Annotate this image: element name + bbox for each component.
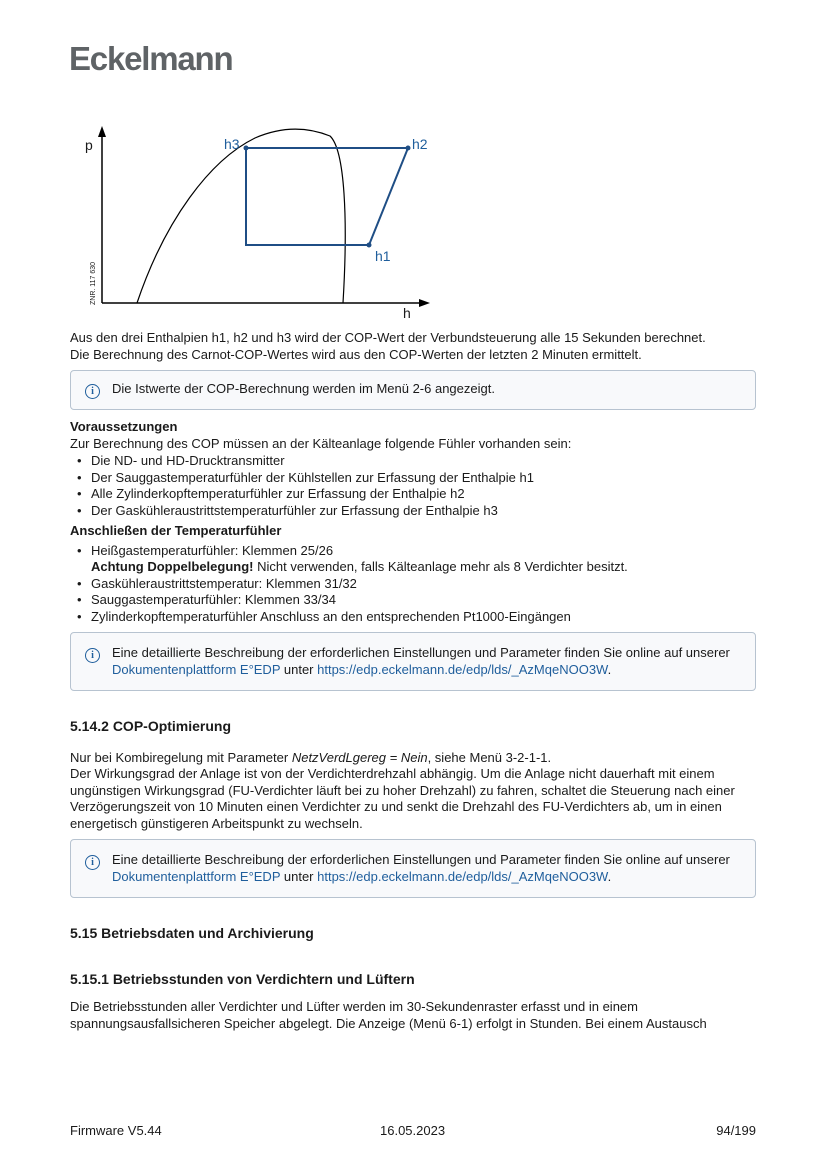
info-text: unter xyxy=(280,661,318,677)
info-text: Eine detaillierte Beschreibung der erforderlichen Einstellungen und Parameter finden Sie online auf unserer xyxy=(112,645,730,660)
info-text: Die Istwerte der COP-Berechnung werden im Menü 2-6 angezeigt. xyxy=(112,381,495,396)
point-h2 xyxy=(406,146,411,151)
point-label-h3: h3 xyxy=(224,136,240,152)
pressure-enthalpy-diagram-svg xyxy=(70,120,440,325)
warning-text: Nicht verwenden, falls Kälteanlage mehr als 8 Verdichter besitzt. xyxy=(253,559,628,574)
page-footer xyxy=(70,1123,756,1138)
warning-bold: Achtung Doppelbelegung! xyxy=(91,559,254,574)
point-label-h1: h1 xyxy=(375,248,391,264)
anschliessen-title: Anschließen der Temperaturfühler xyxy=(70,523,282,538)
list-item: • Gaskühleraustrittstemperatur: Klemmen 31/32 xyxy=(70,576,756,593)
operating-hours-paragraph: Die Betriebsstunden aller Verdichter und Lüfter werden im 30-Sekundenraster erfasst und in einem spannungsausfallsicheren Speicher abgelegt. Die Anzeige (Menü 6-1) erfolgt in Stunden. Bei einem Austausch xyxy=(70,999,707,1031)
info-icon: i xyxy=(85,648,100,663)
page-number: 94/199 xyxy=(716,1123,756,1138)
eckelmann-logo: Eckelmann xyxy=(69,40,233,77)
info-box-cop-values xyxy=(70,370,756,410)
voraussetzungen-intro: Zur Berechnung des COP müssen an der Kälteanlage folgende Fühler vorhanden sein: xyxy=(70,435,572,451)
section-heading-5-14-2: 5.14.2 COP-Optimierung xyxy=(70,718,232,734)
info-box-edp-link-1: i Eine detaillierte Beschreibung der erforderlichen Einstellungen und Parameter finden Sie online auf unserer Dokumentenplattform E°EDP unter https://edp.eckelmann.de/edp/lds/_AzMqeNOO3W. xyxy=(70,632,756,691)
info-icon: i xyxy=(85,855,100,870)
list-item: • Zylinderkopftemperaturfühler Anschluss an den entsprechenden Pt1000-Eingängen xyxy=(70,609,756,626)
point-h1 xyxy=(367,243,372,248)
axis-label-h: h xyxy=(403,305,411,321)
list-item: • Die ND- und HD-Drucktransmitter xyxy=(70,453,756,470)
info-text: unter xyxy=(280,868,318,884)
saturation-dome-curve xyxy=(137,129,345,303)
parameter-name: NetzVerdLgereg = Nein xyxy=(291,749,428,765)
cop-optimization-paragraph: Der Wirkungsgrad der Anlage ist von der Verdichterdrehzahl abhängig. Um die Anlage nicht dauerhaft mit einem ungünstigen Wirkungsgrad (FU-Verdichter läuft bei zu hoher Drehzahl) zu fahren, schaltet die Steuerung nach einer Verzögerungszeit von 10 Minuten einen Verdichter zu und senkt die Drehzahl des FU-Verdichters ab, um in einen energetisch günstigeren Arbeitspunkt zu wechseln. xyxy=(70,766,735,831)
edp-platform-link[interactable]: Dokumentenplattform E°EDP xyxy=(112,868,281,884)
info-text: Eine detaillierte Beschreibung der erforderlichen Einstellungen und Parameter finden Sie online auf unserer xyxy=(112,852,730,867)
list-item xyxy=(70,543,756,576)
list-item-text: Heißgastemperaturfühler: Klemmen 25/26 xyxy=(91,542,334,558)
ph-diagram xyxy=(70,120,440,325)
voraussetzungen-list xyxy=(70,453,756,519)
list-item: • Sauggastemperaturfühler: Klemmen 33/34 xyxy=(70,592,756,609)
page-content: Aus den drei Enthalpien h1, h2 und h3 wird der COP-Wert der Verbundsteuerung alle 15 Sekunden berechnet. Die Berechnung des Carnot-COP-Wertes wird aus den COP-Werten der letzten 2 Minuten ermittelt. i Die Istwerte der COP-Berechnung werden im Menü 2-6 angezeigt. Voraussetzungen Zur Berechnung des COP müssen an der Kälteanlage folgende Fühler vorhanden sein: • Die ND- und HD-Drucktransmitter • Der Sauggastemperaturfühler der Kühlstellen zur Erfassung der Enthalpie h1 • Alle Zylinderkopftemperaturfühler zur Erfassung der Enthalpie h2 • Der Gaskühleraustrittstemperaturfühler zur Erfassung der Enthalpie h3 Anschließen der Temperaturfühler • Heißgastemperaturfühler: Klemmen 25/26 Achtung Doppelbelegung! Nicht verwenden, falls Kälteanlage mehr als 8 Verdichter besitzt. • Gaskühleraustrittstemperatur: Klemmen 31/32 • Sauggastemperaturfühler: Klemmen 33/34 • Zylinderkopftemperaturfühler Anschluss an den entsprechenden Pt1000-Eingängen i Eine detaillierte Beschreibung der erforderlichen Einstellungen und Parameter finden Sie online auf unserer Dokumentenplattform E°EDP unter https://edp.eckelmann.de/edp/lds/_AzMqeNOO3W. 5.14.2 COP-Optimierung Nur bei Kombiregelung mit Parameter NetzVerdLgereg = Nein, siehe Menü 3-2-1-1. Der Wirkungsgrad der Anlage ist von der Verdichterdrehzahl abhängig. Um die Anlage nicht dauerhaft mit einem ungünstigen Wirkungsgrad (FU-Verdichter läuft bei zu hoher Drehzahl) zu fahren, schaltet die Steuerung nach einer Verzögerungszeit von 10 Minuten einen Verdichter zu und senkt die Drehzahl des FU-Verdichters ab, um in einen energetisch günstigeren Arbeitspunkt zu wechseln. i Eine detaillierte Beschreibung der erforderlichen Einstellungen und Parameter finden Sie online auf unserer Dokumentenplattform E°EDP unter https://edp.eckelmann.de/edp/lds/_AzMqeNOO3W. 5.15 Betriebsdaten und Archivierung 5.15.1 Betriebsstunden von Verdichtern und Lüftern Die Betriebsstunden aller Verdichter und Lüfter werden im 30-Sekundenraster erfasst und in einem spannungsausfallsicheren Speicher abgelegt. Die Anzeige (Menü 6-1) erfolgt in Stunden. Bei einem Austausch xyxy=(70,330,756,1032)
list-item: • Alle Zylinderkopftemperaturfühler zur Erfassung der Enthalpie h2 xyxy=(70,486,756,503)
axis-label-p: p xyxy=(85,137,93,153)
x-axis-arrow-icon xyxy=(419,299,430,307)
intro-line-1: Aus den drei Enthalpien h1, h2 und h3 wird der COP-Wert der Verbundsteuerung alle 15 Sekunden berechnet. xyxy=(70,330,706,345)
y-axis-arrow-icon xyxy=(98,126,106,137)
edp-platform-link[interactable]: Dokumentenplattform E°EDP xyxy=(112,661,281,677)
anschliessen-list xyxy=(70,543,756,626)
firmware-version: Firmware V5.44 xyxy=(70,1123,162,1138)
intro-line-2: Die Berechnung des Carnot-COP-Wertes wird aus den COP-Werten der letzten 2 Minuten ermittelt. xyxy=(70,346,642,362)
drawing-number: ZNR. 117 630 xyxy=(90,261,97,305)
voraussetzungen-title: Voraussetzungen xyxy=(70,419,178,434)
info-box-edp-link-2: i Eine detaillierte Beschreibung der erforderlichen Einstellungen und Parameter finden Sie online auf unserer Dokumentenplattform E°EDP unter https://edp.eckelmann.de/edp/lds/_AzMqeNOO3W. xyxy=(70,839,756,898)
document-date: 16.05.2023 xyxy=(380,1123,446,1138)
cycle-path xyxy=(246,148,408,245)
info-icon: i xyxy=(85,384,100,399)
list-item: • Der Sauggastemperaturfühler der Kühlstellen zur Erfassung der Enthalpie h1 xyxy=(70,470,756,487)
section-heading-5-15-1: 5.15.1 Betriebsstunden von Verdichtern und Lüftern xyxy=(70,970,415,987)
point-label-h2: h2 xyxy=(412,136,428,152)
edp-url-link[interactable]: https://edp.eckelmann.de/edp/lds/_AzMqeNOO3W xyxy=(317,661,608,677)
section-heading-5-15: 5.15 Betriebsdaten und Archivierung xyxy=(70,925,314,941)
edp-url-link[interactable]: https://edp.eckelmann.de/edp/lds/_AzMqeNOO3W xyxy=(317,868,608,884)
point-h3 xyxy=(244,146,249,151)
list-item: • Der Gaskühleraustrittstemperaturfühler zur Erfassung der Enthalpie h3 xyxy=(70,503,756,520)
